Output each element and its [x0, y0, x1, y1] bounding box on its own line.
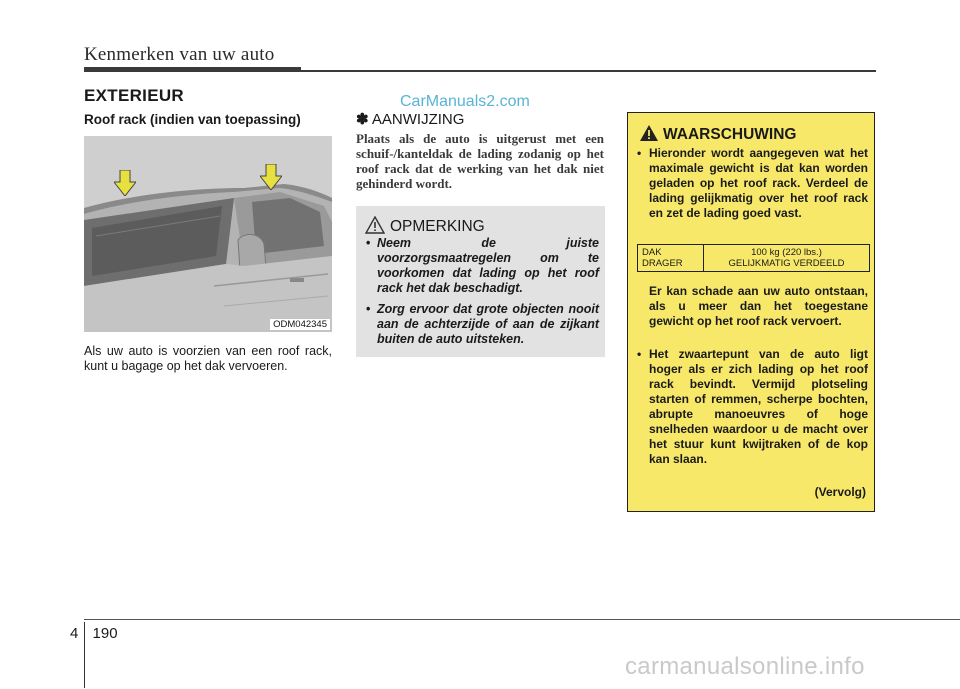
list-item: • Hieronder wordt aangegeven wat het maximale gewicht is dat kan worden geladen op het roof rack. Verdeel de lading gelijkmatig over het roof rack en zet de lading goed vast.: [637, 146, 868, 221]
header-title: Kenmerken van uw auto: [84, 44, 275, 65]
note-body: Plaats als de auto is uitgerust met een schuif-/kanteldak de lading zodanig op het roof rack dat de werking van het dak niet gehinderd wordt.: [356, 131, 604, 191]
note-heading: [356, 110, 464, 128]
page-number-value: 190: [92, 625, 118, 642]
car-illustration: [84, 136, 332, 332]
list-item: • Het zwaartepunt van de auto ligt hoger als er zich lading op het roof rack bevindt. Vermijd plotseling starten of remmen, scherpe bochten, abrupte manoeuvres of hoge snelheden waardoor u de macht over het stuur kunt kwijtraken of de kop kan slaan.: [637, 347, 868, 467]
list-item: • Neem de juiste voorzorgsmaatregelen om te voorkomen dat lading op het roof rack het dak beschadigt.: [366, 236, 599, 296]
header-rule-thin: [301, 70, 876, 72]
warning-box: [627, 112, 875, 512]
warning-title: WAARSCHUWING: [663, 126, 797, 143]
caution-triangle-icon: [365, 216, 385, 234]
watermark-bottom[interactable]: carmanualsonline.info: [625, 653, 865, 680]
watermark-top[interactable]: CarManuals2.com: [400, 93, 530, 110]
header-rule-thick: [84, 67, 301, 72]
down-arrow-icon: [114, 170, 136, 196]
section-number: 4: [70, 625, 79, 642]
note-heading-text: AANWIJZING: [371, 111, 465, 128]
note-symbol: ✽: [356, 111, 369, 128]
footer-rule: [84, 619, 960, 620]
warning-item1-continued: Er kan schade aan uw auto ontstaan, als u meer dan het toegestane gewicht op het roof rack vervoert.: [649, 284, 868, 328]
warning-triangle-icon: [639, 124, 659, 142]
continued-label: (Vervolg): [814, 485, 866, 499]
opmerking-box: [356, 206, 605, 357]
warning-list: [637, 347, 868, 467]
opmerking-title: OPMERKING: [390, 218, 485, 235]
down-arrow-icon: [260, 164, 282, 190]
opmerking-list: [366, 236, 599, 353]
warning-list: [637, 146, 868, 221]
roof-rack-heading: Roof rack (indien van toepassing): [84, 112, 301, 127]
image-code: ODM042345: [270, 319, 330, 330]
load-capacity-table: [637, 244, 870, 272]
car-roof-rack-image: [84, 136, 332, 332]
roof-rack-body: Als uw auto is voorzien van een roof rack, kunt u bagage op het dak vervoeren.: [84, 344, 332, 373]
list-item: • Zorg ervoor dat grote objecten nooit aan de achterzijde of aan de zijkant buiten de auto uitsteken.: [366, 302, 599, 347]
table-cell-value: 100 kg (220 lbs.) GELIJKMATIG VERDEELD: [703, 245, 869, 272]
page-number: [70, 625, 118, 642]
table-cell-label: DAK DRAGER: [638, 245, 704, 272]
table-row: [638, 245, 870, 272]
section-title: EXTERIEUR: [84, 86, 184, 105]
